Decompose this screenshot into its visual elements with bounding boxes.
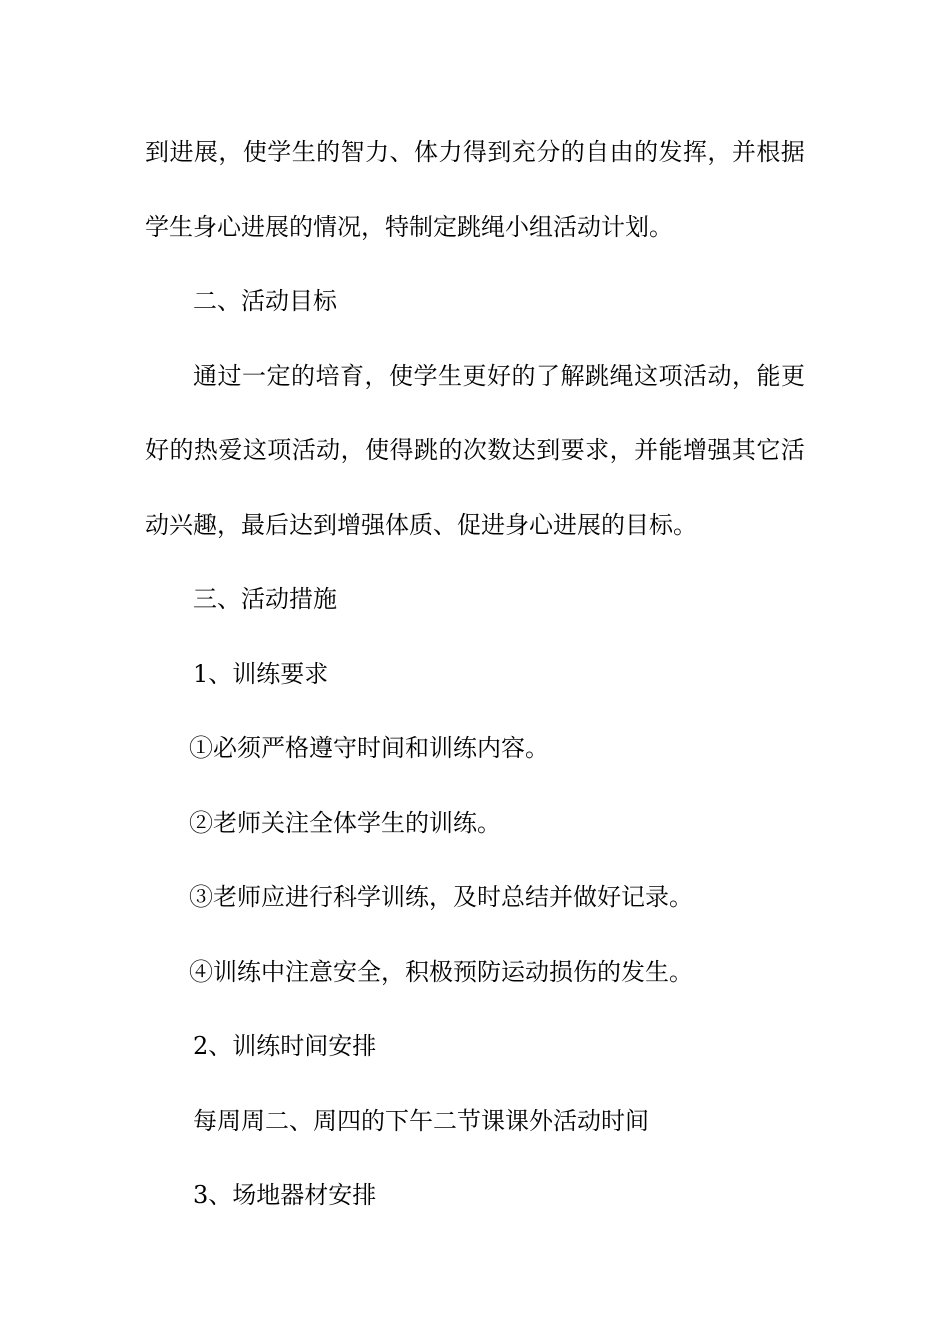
section-heading: 二、活动目标	[193, 287, 337, 315]
paragraph-line: 到 进 展 ， 使 学 生 的 智 力 、 体 力 得 到 充 分 的 自 由 的 发 挥 ， 并 根 据	[145, 138, 805, 166]
list-item: ①必须严格遵守时间和训练内容。	[189, 734, 549, 762]
list-item: ④训练中注意安全，积极预防运动损伤的发生。	[189, 958, 693, 986]
paragraph-line: 通 过 一 定 的 培 育 ， 使 学 生 更 好 的 了 解 跳 绳 这 项 活 动 ， 能 更	[193, 362, 805, 390]
paragraph-line: 动兴趣，最后达到增强体质、促进身心进展的目标。	[145, 511, 697, 539]
list-item: ②老师关注全体学生的训练。	[189, 809, 501, 837]
list-item: ③老师应进行科学训练，及时总结并做好记录。	[189, 883, 693, 911]
paragraph-line: 好 的 热 爱 这 项 活 动 ， 使 得 跳 的 次 数 达 到 要 求 ， 并 能 增 强 其 它 活	[145, 436, 805, 464]
subsection-heading: 3、场地器材安排	[193, 1181, 377, 1209]
paragraph-line: 每周周二、周四的下午二节课课外活动时间	[193, 1107, 649, 1135]
subsection-heading: 1、训练要求	[193, 660, 329, 688]
subsection-heading: 2、训练时间安排	[193, 1032, 377, 1060]
section-heading: 三、活动措施	[193, 585, 337, 613]
paragraph-line: 学生身心进展的情况，特制定跳绳小组活动计划。	[145, 213, 673, 241]
